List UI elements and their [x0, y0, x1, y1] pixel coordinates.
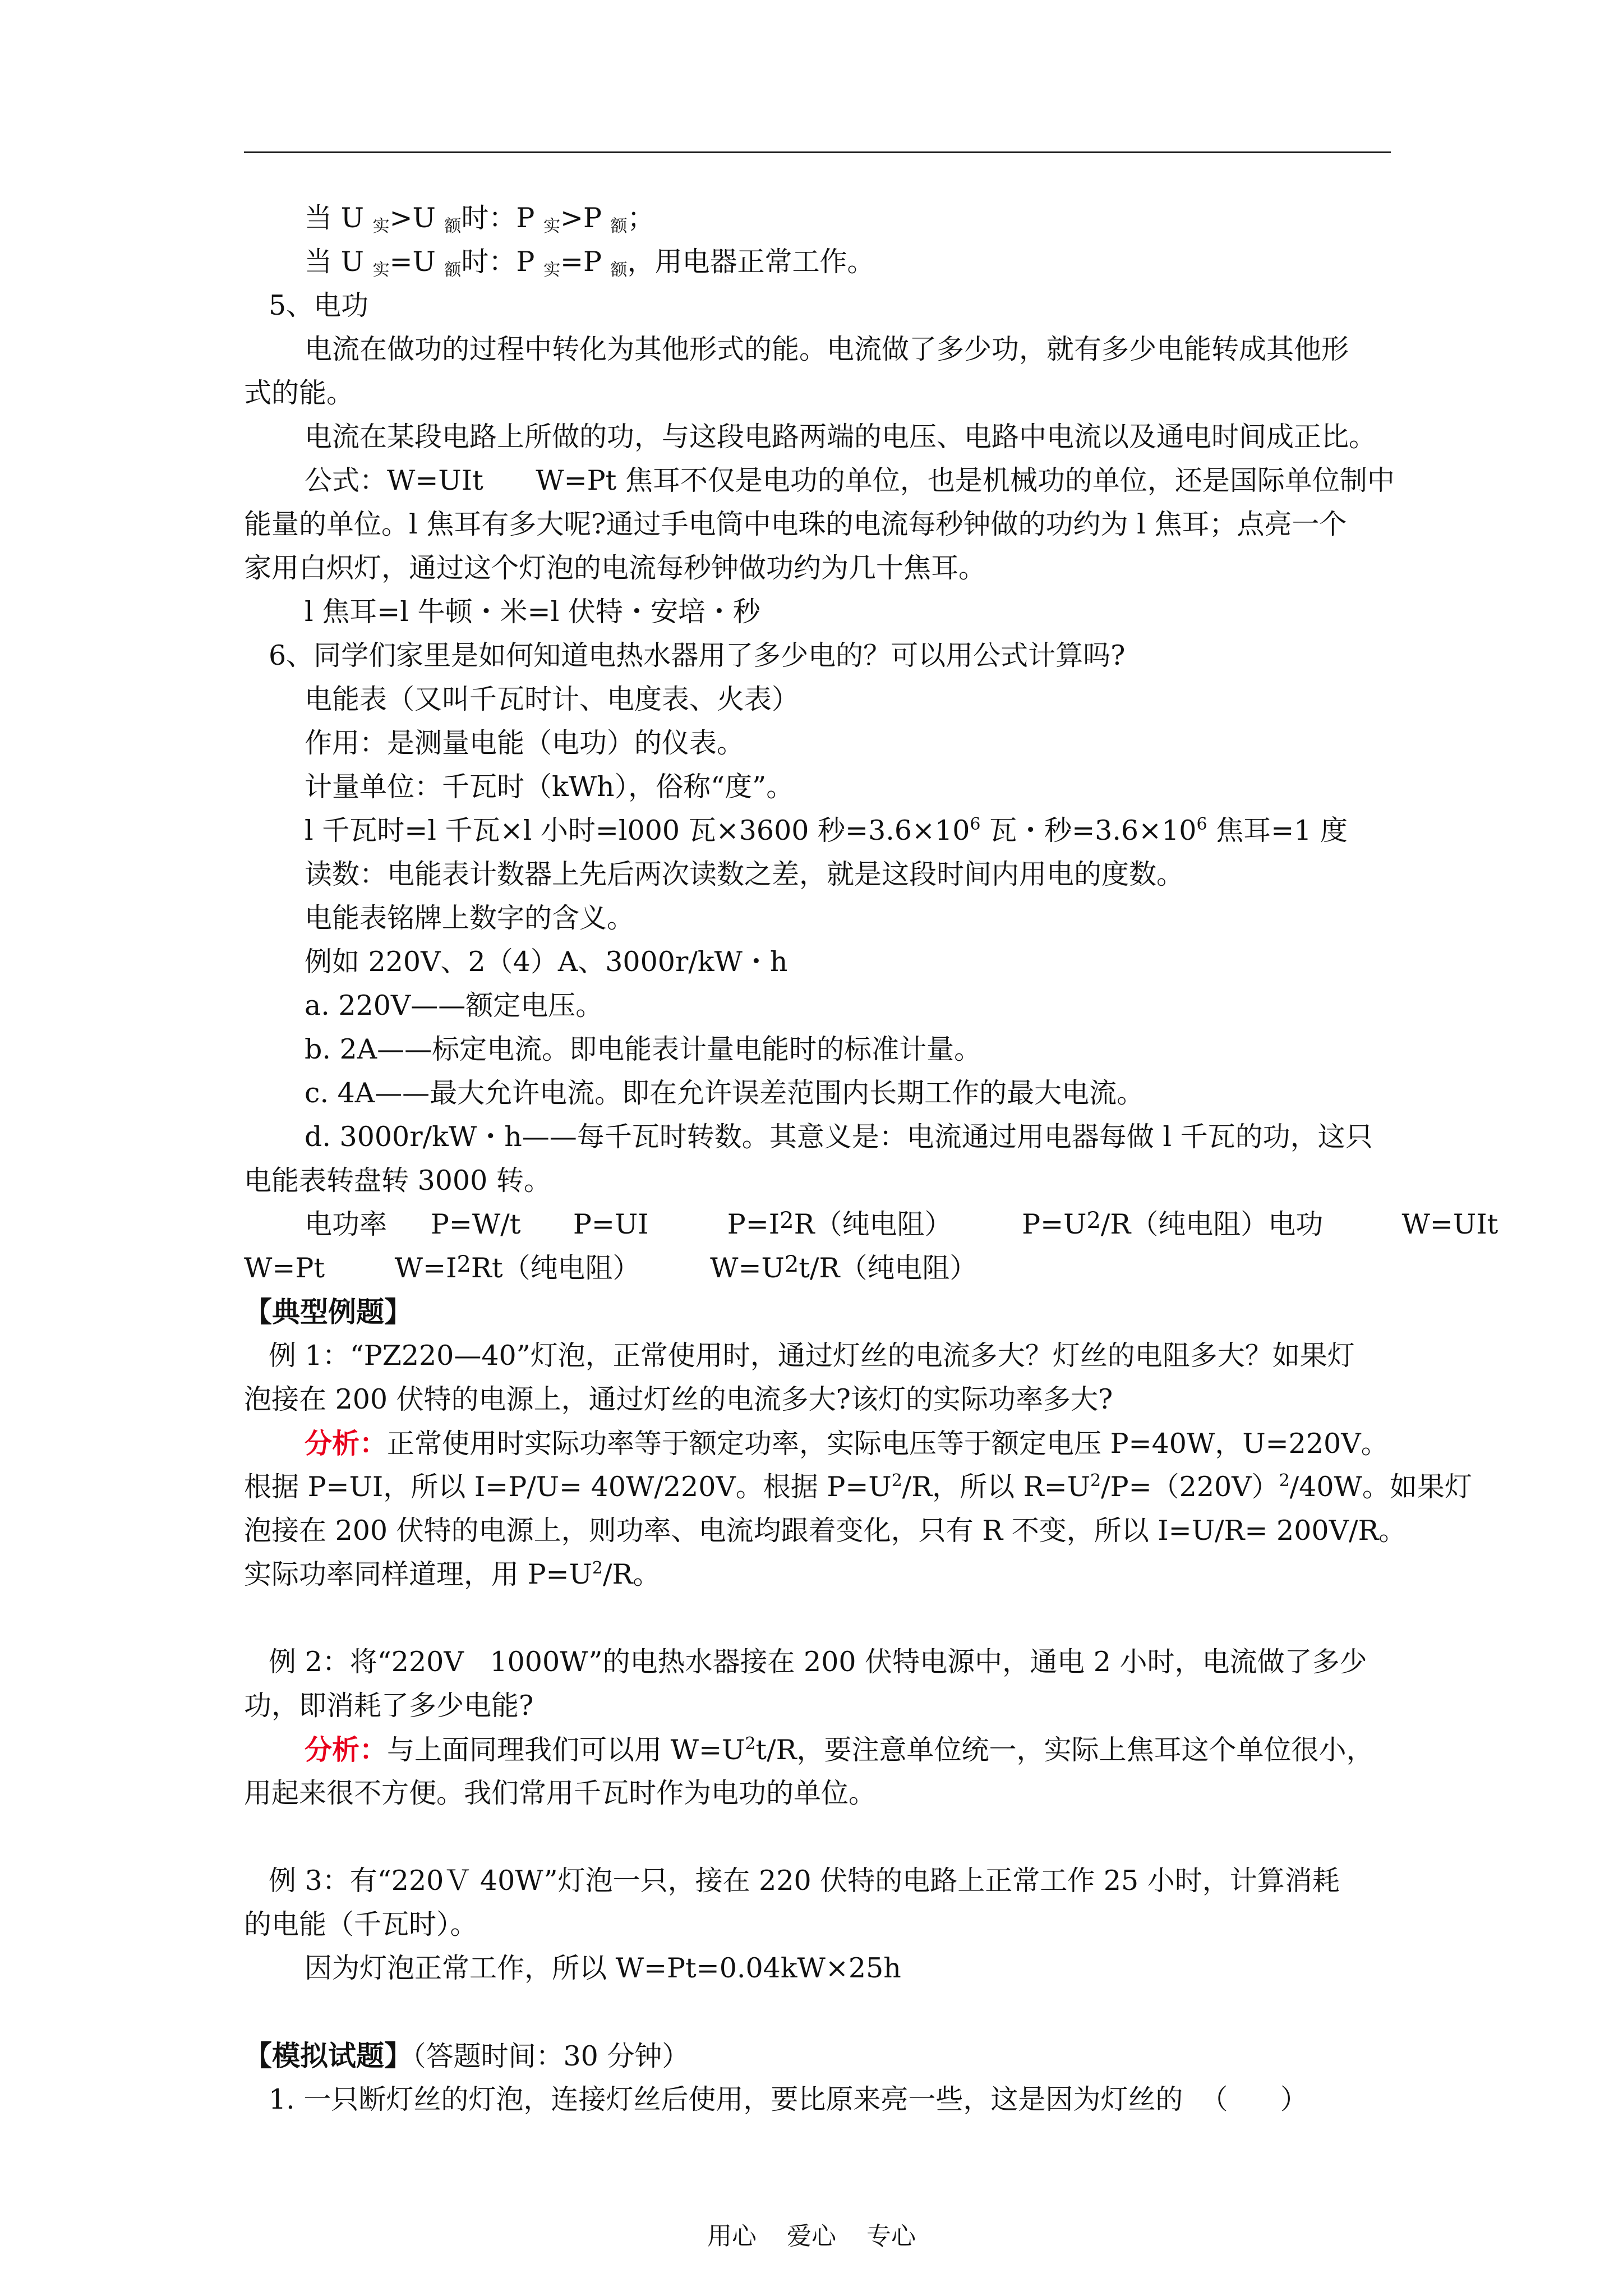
example-3: 因为灯泡正常工作，所以 W=Pt=0.04kW×25h	[305, 1952, 901, 1984]
paragraph: l 焦耳=l 牛顿・米=l 伏特・安培・秒	[305, 596, 760, 628]
example-3: 的电能（千瓦时）。	[244, 1908, 478, 1940]
paragraph: 能量的单位。l 焦耳有多大呢?通过手电筒中电珠的电流每秒钟做的功约为 l 焦耳；点亮一个	[244, 508, 1347, 540]
voltage-condition-line-2: 当 U 实=U 额时：P 实=P 额，用电器正常工作。	[305, 246, 875, 280]
example-3: 例 3：有“220Ｖ 40W”灯泡一只，接在 220 伏特的电路上正常工作 25 小时，计算消耗	[269, 1865, 1340, 1897]
formula-line-1: 电功率 P=W/t P=UI $P=I^2R$（纯电阻） $P=U^2/R$（纯电阻）电功 W=UIt	[305, 1208, 1498, 1240]
page-footer: 用心 爱心 专心	[707, 2222, 916, 2251]
example-1: 例 1：“PZ220—40”灯泡，正常使用时，通过灯丝的电流多大？灯丝的电阻多大？如果灯	[269, 1340, 1355, 1372]
analysis-1: 实际功率同样道理，用 $P=U^2/R$。	[244, 1558, 661, 1590]
example-2: 例 2：将“220V 1000W”的电热水器接在 200 伏特电源中，通电 2 小时，电流做了多少	[269, 1646, 1367, 1678]
section-title-meter: 6、同学们家里是如何知道电热水器用了多少电的？可以用公式计算吗?	[269, 639, 1126, 671]
paragraph: 电流在做功的过程中转化为其他形式的能。电流做了多少功，就有多少电能转成其他形	[305, 333, 1349, 365]
document-body	[244, 196, 1498, 2122]
analysis-2: 分析：与上面同理我们可以用 $W=U^2t/R$，要注意单位统一，实际上焦耳这个单位很小，	[305, 1733, 1374, 1766]
voltage-condition-line-1: 当 U 实>U 额时：P 实>P 额；	[305, 202, 655, 236]
formula-line-2: W=Pt $W=I^2Rt$（纯电阻） $W=U^2t/R$（纯电阻）	[244, 1251, 978, 1284]
analysis-label: 分析：	[305, 1733, 388, 1766]
mock-test-heading: 【模拟试题】（答题时间：30 分钟）	[244, 2040, 690, 2072]
paragraph: 作用：是测量电能（电功）的仪表。	[305, 727, 745, 759]
paragraph: 式的能。	[244, 377, 354, 409]
list-item: b. 2A——标定电流。即电能表计量电能时的标准计量。	[305, 1033, 982, 1065]
paragraph: 例如 220V、2（4）A、3000r/kW・h	[305, 946, 788, 978]
header-rule	[244, 151, 1391, 153]
paragraph: 公式：W=UIt W=Pt 焦耳不仅是电功的单位，也是机械功的单位，还是国际单位制中	[305, 464, 1395, 496]
analysis-label: 分析：	[305, 1427, 388, 1460]
paragraph: 电能表（又叫千瓦时计、电度表、火表）	[305, 683, 800, 715]
analysis-1: 根据 P=UI，所以 I=P/U= 40W/220V。根据 $P=U^2/R$，所以 $R=U^2/P=(220V)^2/40W$。如果灯	[244, 1471, 1472, 1503]
section-title-electric-work: 5、电功	[269, 289, 369, 321]
unit-conversion-line: l 千瓦时=l 千瓦×l 小时=l000 瓦×3600 秒$=3.6\times 10^6$ 瓦・秒$=3.6\times 10^6$ 焦耳=1 度	[305, 815, 1348, 846]
example-1: 泡接在 200 伏特的电源上，通过灯丝的电流多大?该灯的实际功率多大?	[244, 1383, 1113, 1415]
example-2: 功，即消耗了多少电能?	[244, 1690, 534, 1722]
list-item: a. 220V——额定电压。	[305, 990, 603, 1022]
paragraph: 家用白炽灯，通过这个灯泡的电流每秒钟做功约为几十焦耳。	[244, 552, 986, 584]
list-item: 电能表转盘转 3000 转。	[244, 1165, 551, 1197]
analysis-1: 泡接在 200 伏特的电源上，则功率、电流均跟着变化，只有 R 不变，所以 I=U/R= 200V/R。	[244, 1515, 1407, 1547]
question-1: 1. 一只断灯丝的灯泡，连接灯丝后使用，要比原来亮一些，这是因为灯丝的 （ ）	[269, 2083, 1308, 2115]
paragraph: 电流在某段电路上所做的功，与这段电路两端的电压、电路中电流以及通电时间成正比。	[305, 421, 1377, 453]
list-item: c. 4A——最大允许电流。即在允许误差范围内长期工作的最大电流。	[305, 1077, 1145, 1109]
list-item: d. 3000r/kW・h——每千瓦时转数。其意义是：电流通过用电器每做 l 千瓦的功，这只	[305, 1121, 1373, 1153]
paragraph: 读数：电能表计数器上先后两次读数之差，就是这段时间内用电的度数。	[305, 858, 1184, 890]
analysis-2: 用起来很不方便。我们常用千瓦时作为电功的单位。	[244, 1777, 877, 1809]
analysis-1: 分析：正常使用时实际功率等于额定功率，实际电压等于额定电压 P=40W，U=220V。	[305, 1427, 1389, 1460]
section-heading-examples: 【典型例题】	[244, 1296, 412, 1328]
paragraph: 电能表铭牌上数字的含义。	[305, 902, 635, 934]
paragraph: 计量单位：千瓦时（kWh），俗称“度”。	[305, 771, 794, 803]
